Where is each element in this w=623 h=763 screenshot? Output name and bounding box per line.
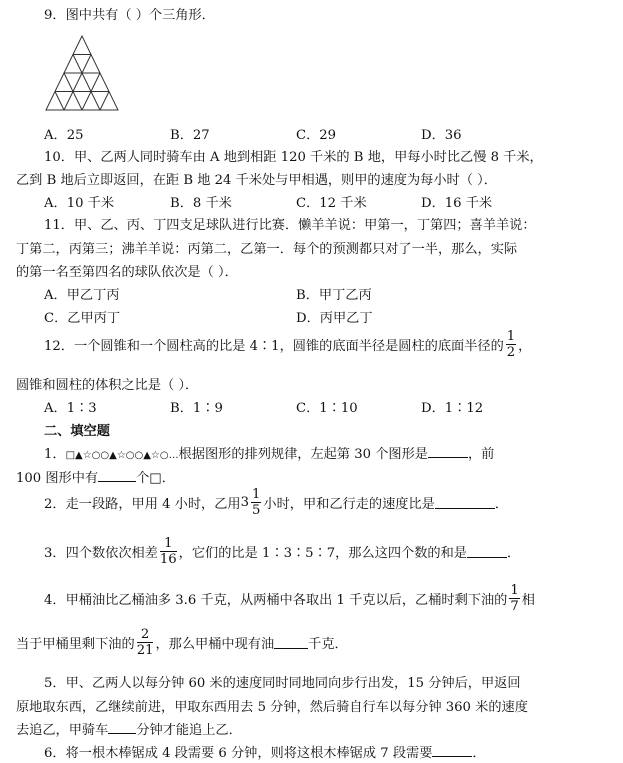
question-11-line1: 11．甲、乙、丙、丁四支足球队进行比赛．懒羊羊说：甲第一，丁第四；喜羊羊说： [44,218,536,233]
fill-4-line1 [44,584,535,613]
f4-fraction-1 [509,584,519,613]
q11-option-c: C．乙甲丙丁 [44,311,121,326]
f6-blank[interactable] [432,744,472,757]
fill-2 [44,488,508,517]
f2-blank[interactable] [435,496,495,509]
f4-text-d: ，那么甲桶中现有油 [155,637,275,653]
f5-text-a: 去追乙，甲骑车 [16,723,109,738]
q12-option-a: A．1∶3 [44,401,97,416]
section-title-fill-in: 二、填空题 [44,424,110,439]
fill-1-line1 [44,443,494,462]
q11-option-a: A．甲乙丁丙 [44,288,120,303]
fill-5-line2: 原地取东西，乙继续前进，甲取东西用去 5 分钟，然后骑自行车以每分钟 360 米的速度 [16,700,528,715]
q12-text: 12．一个圆锥和一个圆柱高的比是 4∶1，圆锥的底面半径是圆柱的底面半径的 [44,339,504,355]
f5-blank[interactable] [108,721,136,734]
triangle-figure [44,34,120,114]
fill-6 [44,742,486,761]
question-10-line2: 乙到 B 地后立即返回，在距 B 地 24 千米处与甲相遇，则甲的速度为每小时（ ）． [16,173,497,188]
q11-option-b: B．甲丁乙丙 [296,288,372,303]
f4-fraction-2 [137,628,154,657]
f1-text: 根据图形的排列规律，左起第 30 个图形是 [178,447,428,462]
q12-option-b: B．1∶9 [170,401,223,416]
f1-blank-2[interactable] [98,469,136,482]
question-11-line3: 的第一名至第四名的球队依次是（ ）． [16,265,238,280]
q9-option-b: B．27 [170,128,210,143]
f1-blank-1[interactable] [428,445,468,458]
q9-option-d: D．36 [421,128,462,143]
f3-blank[interactable] [467,545,507,558]
f4-frac1-den: 7 [510,599,519,615]
f4-text-e: 千克． [308,637,348,653]
f4-frac2-num: 2 [137,628,154,643]
f2-text-b: 小时，甲和乙行走的速度比是 [263,497,435,513]
fill-3 [44,537,520,566]
q12-comma: ， [518,339,532,355]
q10-option-c: C．12 千米 [296,196,367,211]
question-12-line1 [44,330,531,359]
q10-option-b: B．8 千米 [170,196,232,211]
q12-option-c: C．1∶10 [296,401,358,416]
f5-text-b: 分钟才能追上乙． [136,723,242,738]
q11-option-d: D．丙甲乙丁 [296,311,373,326]
q12-frac-den: 2 [506,345,516,361]
question-9-text: 9．图中共有（ ）个三角形． [44,8,215,23]
q12-option-d: D．1∶12 [421,401,484,416]
f4-frac2-den: 21 [136,643,154,659]
f4-text-a: 4．甲桶油比乙桶油多 3.6 千克，从两桶中各取出 1 千克以后，乙桶时剩下油的 [44,593,508,609]
f4-text-c: 当于甲桶里剩下油的 [16,637,135,653]
q9-option-a: A．25 [44,128,84,143]
f2-whole: 3 [240,495,249,511]
f2-text-c: ． [494,497,509,513]
question-11-line2: 丁第二，丙第三；沸羊羊说：丙第二，乙第一．每个的预测都只对了一半，那么，实际 [16,242,518,257]
fill-4-line2 [16,628,348,657]
q10-option-a: A．10 千米 [44,196,115,211]
f3-text-a: 3．四个数依次相差 [44,546,158,562]
f4-text-b: 相 [521,593,535,609]
f2-frac-den: 5 [252,503,261,519]
fill-5-line3 [16,719,242,738]
fill-5-line1: 5．甲、乙两人以每分钟 60 米的速度同时同地同向步行出发，15 分钟后，甲返回 [44,676,521,691]
question-12-line2: 圆锥和圆柱的体积之比是（ ）． [16,378,199,393]
fill-1-line2 [16,467,175,486]
f1-number: 1． [44,447,66,462]
f1-text-3: 个□． [136,471,175,486]
f6-text-a: 6．将一根木棒锯成 4 段需要 6 分钟，则将这根木棒锯成 7 段需要 [44,746,433,761]
f1-text-end: ，前 [467,447,495,462]
f2-text-a: 2．走一段路，甲用 4 小时，乙用 [44,497,241,513]
f3-text-b: ，它们的比是 1∶3∶5∶7，那么这四个数的和是 [178,546,467,562]
q10-option-d: D．16 千米 [421,196,493,211]
f1-text-2: 100 图形中有 [16,471,99,486]
f2-fraction [251,488,261,517]
f4-frac1-num: 1 [510,583,519,598]
question-10-line1: 10．甲、乙两人同时骑车由 A 地到相距 120 千米的 B 地，甲每小时比乙慢 8 千米， [44,150,543,165]
q12-fraction [506,330,516,359]
q9-option-c: C．29 [296,128,337,143]
f3-fraction [160,537,177,566]
q12-frac-num: 1 [506,329,516,344]
f3-frac-den: 16 [159,552,177,568]
f3-frac-num: 1 [160,537,177,552]
f2-frac-num: 1 [252,487,261,502]
f4-blank[interactable] [274,636,308,649]
f1-shape-pattern: □▲☆○○▲☆○○▲☆○… [65,450,179,461]
f6-text-b: ． [472,746,486,761]
f3-text-c: ． [507,546,521,562]
